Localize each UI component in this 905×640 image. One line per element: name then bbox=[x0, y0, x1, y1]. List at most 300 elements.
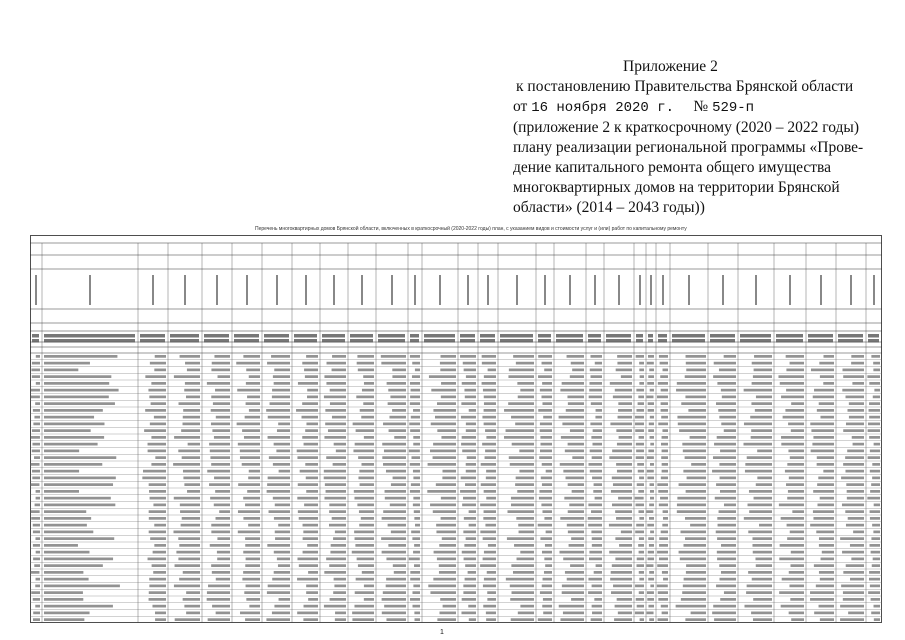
totals-row-glyphs bbox=[648, 339, 653, 343]
cell-glyphs bbox=[544, 571, 552, 574]
cell-glyphs bbox=[568, 483, 584, 486]
cell-glyphs bbox=[272, 389, 290, 392]
cell-glyphs bbox=[384, 450, 406, 453]
cell-glyphs bbox=[44, 504, 115, 507]
cell-glyphs bbox=[465, 396, 476, 399]
cell-glyphs bbox=[846, 524, 864, 527]
cell-glyphs bbox=[465, 483, 476, 486]
cell-glyphs bbox=[788, 450, 804, 453]
cell-glyphs bbox=[592, 456, 602, 459]
cell-glyphs bbox=[217, 537, 230, 540]
totals-row-glyphs bbox=[378, 334, 405, 338]
cell-glyphs bbox=[357, 558, 374, 561]
cell-glyphs bbox=[180, 504, 200, 507]
cell-glyphs bbox=[690, 524, 706, 527]
cell-glyphs bbox=[657, 551, 668, 554]
cell-glyphs bbox=[648, 537, 654, 540]
cell-glyphs bbox=[869, 416, 880, 419]
cell-glyphs bbox=[484, 551, 496, 554]
cell-glyphs bbox=[542, 463, 552, 466]
cell-glyphs bbox=[44, 450, 79, 453]
cell-glyphs bbox=[649, 618, 654, 621]
cell-glyphs bbox=[542, 551, 552, 554]
cell-glyphs bbox=[216, 612, 230, 615]
cell-glyphs bbox=[519, 531, 534, 534]
cell-glyphs bbox=[619, 544, 632, 547]
cell-glyphs bbox=[44, 396, 109, 399]
cell-glyphs bbox=[44, 490, 79, 493]
cell-glyphs bbox=[412, 375, 420, 378]
totals-row-glyphs bbox=[776, 339, 803, 343]
cell-glyphs bbox=[640, 618, 644, 621]
cell-glyphs bbox=[790, 564, 804, 567]
cell-glyphs bbox=[437, 429, 456, 432]
cell-glyphs bbox=[152, 605, 166, 608]
cell-glyphs bbox=[440, 612, 456, 615]
cell-glyphs bbox=[542, 585, 552, 588]
cell-glyphs bbox=[275, 537, 290, 540]
cell-glyphs bbox=[538, 375, 552, 378]
cell-glyphs bbox=[184, 605, 200, 608]
cell-glyphs bbox=[685, 396, 706, 399]
cell-glyphs bbox=[212, 429, 230, 432]
cell-glyphs bbox=[44, 537, 114, 540]
cell-glyphs bbox=[44, 369, 78, 372]
cell-glyphs bbox=[871, 612, 880, 615]
header-label-mark-10 bbox=[391, 275, 393, 305]
cell-glyphs bbox=[305, 463, 318, 466]
cell-glyphs bbox=[188, 443, 200, 446]
cell-glyphs bbox=[596, 409, 602, 412]
cell-glyphs bbox=[439, 564, 456, 567]
cell-glyphs bbox=[33, 598, 40, 601]
cell-glyphs bbox=[148, 558, 166, 561]
cell-glyphs bbox=[684, 578, 706, 581]
cell-glyphs bbox=[410, 382, 420, 385]
cell-glyphs bbox=[559, 416, 584, 419]
cell-glyphs bbox=[211, 531, 230, 534]
cell-glyphs bbox=[388, 544, 406, 547]
cell-glyphs bbox=[683, 450, 706, 453]
cell-glyphs bbox=[410, 396, 420, 399]
cell-glyphs bbox=[245, 544, 260, 547]
cell-glyphs bbox=[210, 450, 230, 453]
cell-glyphs bbox=[173, 531, 200, 534]
header-label-mark-13 bbox=[467, 275, 469, 305]
cell-glyphs bbox=[518, 612, 534, 615]
cell-glyphs bbox=[462, 504, 476, 507]
cell-glyphs bbox=[359, 524, 374, 527]
cell-glyphs bbox=[544, 369, 552, 372]
cell-glyphs bbox=[385, 497, 406, 500]
cell-glyphs bbox=[650, 436, 654, 439]
cell-glyphs bbox=[511, 618, 534, 621]
cell-glyphs bbox=[326, 456, 346, 459]
cell-glyphs bbox=[639, 362, 644, 365]
cell-glyphs bbox=[849, 416, 864, 419]
cell-glyphs bbox=[483, 605, 496, 608]
cell-glyphs bbox=[216, 416, 230, 419]
cell-glyphs bbox=[745, 470, 772, 473]
cell-glyphs bbox=[382, 551, 406, 554]
cell-glyphs bbox=[869, 571, 880, 574]
cell-glyphs bbox=[393, 564, 406, 567]
cell-glyphs bbox=[648, 450, 654, 453]
cell-glyphs bbox=[589, 396, 602, 399]
cell-glyphs bbox=[639, 537, 644, 540]
cell-glyphs bbox=[781, 605, 804, 608]
cell-glyphs bbox=[389, 416, 406, 419]
cell-glyphs bbox=[462, 436, 476, 439]
header-label-mark-12 bbox=[439, 275, 441, 305]
cell-glyphs bbox=[870, 517, 880, 520]
cell-glyphs bbox=[215, 490, 230, 493]
appendix-note-line-1: (приложение 2 к краткосрочному (2020 – 2022 годы) bbox=[513, 119, 860, 136]
cell-glyphs bbox=[516, 362, 534, 365]
cell-glyphs bbox=[753, 375, 772, 378]
cell-glyphs bbox=[392, 375, 406, 378]
cell-glyphs bbox=[297, 578, 318, 581]
cell-glyphs bbox=[567, 396, 584, 399]
decree-reference: к постановлению Правительства Брянской области bbox=[516, 78, 854, 95]
cell-glyphs bbox=[590, 355, 602, 358]
cell-glyphs bbox=[487, 571, 496, 574]
cell-glyphs bbox=[278, 564, 290, 567]
cell-glyphs bbox=[541, 504, 552, 507]
cell-glyphs bbox=[649, 544, 654, 547]
cell-glyphs bbox=[813, 510, 834, 513]
cell-glyphs bbox=[648, 375, 654, 378]
cell-glyphs bbox=[154, 369, 166, 372]
cell-glyphs bbox=[353, 450, 374, 453]
cell-glyphs bbox=[362, 463, 374, 466]
cell-glyphs bbox=[414, 612, 420, 615]
cell-glyphs bbox=[677, 497, 706, 500]
cell-glyphs bbox=[786, 355, 804, 358]
cell-glyphs bbox=[841, 585, 864, 588]
cell-glyphs bbox=[868, 591, 880, 594]
cell-glyphs bbox=[511, 564, 534, 567]
cell-glyphs bbox=[685, 456, 706, 459]
cell-glyphs bbox=[467, 456, 476, 459]
cell-glyphs bbox=[209, 483, 230, 486]
cell-glyphs bbox=[683, 585, 706, 588]
cell-glyphs bbox=[611, 591, 632, 594]
cell-glyphs bbox=[145, 375, 166, 378]
cell-glyphs bbox=[679, 483, 706, 486]
cell-glyphs bbox=[519, 450, 534, 453]
cell-glyphs bbox=[713, 456, 736, 459]
cell-glyphs bbox=[744, 517, 772, 520]
cell-glyphs bbox=[538, 524, 552, 527]
cell-glyphs bbox=[44, 375, 111, 378]
cell-glyphs bbox=[780, 544, 804, 547]
cell-glyphs bbox=[274, 517, 290, 520]
cell-glyphs bbox=[871, 483, 880, 486]
cell-glyphs bbox=[520, 389, 534, 392]
cell-glyphs bbox=[714, 362, 736, 365]
cell-glyphs bbox=[779, 591, 804, 594]
cell-glyphs bbox=[413, 497, 420, 500]
cell-glyphs bbox=[676, 389, 706, 392]
cell-glyphs bbox=[329, 504, 346, 507]
cell-glyphs bbox=[34, 416, 40, 419]
cell-glyphs bbox=[484, 578, 496, 581]
cell-glyphs bbox=[436, 531, 456, 534]
cell-glyphs bbox=[237, 423, 260, 426]
cell-glyphs bbox=[658, 591, 668, 594]
cell-glyphs bbox=[31, 396, 40, 399]
cell-glyphs bbox=[720, 578, 736, 581]
cell-glyphs bbox=[649, 423, 654, 426]
totals-row-glyphs bbox=[204, 334, 229, 338]
cell-glyphs bbox=[461, 443, 476, 446]
cell-glyphs bbox=[410, 463, 420, 466]
totals-row-glyphs bbox=[648, 334, 653, 338]
cell-glyphs bbox=[362, 571, 374, 574]
cell-glyphs bbox=[538, 618, 552, 621]
totals-row-glyphs bbox=[480, 339, 495, 343]
cell-glyphs bbox=[660, 362, 668, 365]
cell-glyphs bbox=[187, 490, 200, 493]
cell-glyphs bbox=[386, 470, 406, 473]
cell-glyphs bbox=[382, 517, 406, 520]
cell-glyphs bbox=[304, 369, 318, 372]
cell-glyphs bbox=[486, 612, 496, 615]
cell-glyphs bbox=[360, 483, 374, 486]
cell-glyphs bbox=[812, 443, 834, 446]
cell-glyphs bbox=[430, 450, 456, 453]
cell-glyphs bbox=[468, 571, 476, 574]
cell-glyphs bbox=[178, 450, 200, 453]
totals-row-glyphs bbox=[170, 334, 199, 338]
table-caption: Перечень многоквартирных домов Брянской области, включенных в краткосрочный (2020-2022 годы) план, с указанием видов и стоимости услуг и (или) работ по капитальному ремонту bbox=[255, 226, 687, 232]
cell-glyphs bbox=[35, 504, 40, 507]
cell-glyphs bbox=[874, 504, 880, 507]
cell-glyphs bbox=[279, 470, 290, 473]
cell-glyphs bbox=[746, 591, 772, 594]
cell-glyphs bbox=[433, 456, 456, 459]
cell-glyphs bbox=[840, 605, 864, 608]
cell-glyphs bbox=[484, 409, 496, 412]
cell-glyphs bbox=[658, 382, 668, 385]
cell-glyphs bbox=[242, 578, 260, 581]
cell-glyphs bbox=[441, 497, 456, 500]
cell-glyphs bbox=[153, 551, 166, 554]
cell-glyphs bbox=[151, 436, 166, 439]
cell-glyphs bbox=[183, 470, 200, 473]
cell-glyphs bbox=[811, 429, 834, 432]
cell-glyphs bbox=[595, 497, 602, 500]
cell-glyphs bbox=[810, 591, 834, 594]
cell-glyphs bbox=[394, 571, 406, 574]
cell-glyphs bbox=[814, 389, 834, 392]
cell-glyphs bbox=[595, 416, 602, 419]
header-label-mark-4 bbox=[216, 275, 218, 305]
cell-glyphs bbox=[542, 510, 552, 513]
cell-glyphs bbox=[663, 510, 668, 513]
cell-glyphs bbox=[845, 470, 864, 473]
cell-glyphs bbox=[840, 537, 864, 540]
cell-glyphs bbox=[211, 396, 230, 399]
cell-glyphs bbox=[518, 524, 534, 527]
cell-glyphs bbox=[590, 450, 602, 453]
cell-glyphs bbox=[850, 544, 864, 547]
cell-glyphs bbox=[714, 443, 736, 446]
totals-row-glyphs bbox=[658, 334, 667, 338]
cell-glyphs bbox=[868, 429, 880, 432]
cell-glyphs bbox=[635, 423, 644, 426]
cell-glyphs bbox=[433, 578, 456, 581]
cell-glyphs bbox=[466, 375, 476, 378]
totals-row-glyphs bbox=[234, 339, 259, 343]
cell-glyphs bbox=[661, 402, 668, 405]
cell-glyphs bbox=[724, 429, 736, 432]
cell-glyphs bbox=[381, 362, 406, 365]
cell-glyphs bbox=[748, 571, 772, 574]
cell-glyphs bbox=[153, 571, 166, 574]
cell-glyphs bbox=[324, 375, 346, 378]
cell-glyphs bbox=[361, 416, 374, 419]
cell-glyphs bbox=[751, 402, 772, 405]
cell-glyphs bbox=[332, 517, 346, 520]
cell-glyphs bbox=[462, 382, 476, 385]
cell-glyphs bbox=[214, 477, 230, 480]
cell-glyphs bbox=[560, 618, 584, 621]
cell-glyphs bbox=[300, 470, 318, 473]
cell-glyphs bbox=[544, 558, 552, 561]
cell-glyphs bbox=[759, 524, 772, 527]
header-label-mark-18 bbox=[594, 275, 596, 305]
cell-glyphs bbox=[613, 585, 632, 588]
header-label-mark-3 bbox=[184, 275, 186, 305]
cell-glyphs bbox=[299, 564, 318, 567]
cell-glyphs bbox=[212, 605, 230, 608]
cell-glyphs bbox=[638, 510, 644, 513]
cell-glyphs bbox=[540, 443, 552, 446]
cell-glyphs bbox=[412, 605, 420, 608]
cell-glyphs bbox=[274, 369, 290, 372]
cell-glyphs bbox=[298, 483, 318, 486]
cell-glyphs bbox=[719, 416, 736, 419]
cell-glyphs bbox=[810, 524, 834, 527]
cell-glyphs bbox=[682, 443, 706, 446]
cell-glyphs bbox=[637, 463, 644, 466]
totals-row-glyphs bbox=[294, 339, 317, 343]
cell-glyphs bbox=[648, 402, 654, 405]
cell-glyphs bbox=[336, 450, 346, 453]
cell-glyphs bbox=[36, 382, 40, 385]
appendix-title: Приложение 2 bbox=[623, 58, 718, 75]
cell-glyphs bbox=[482, 382, 496, 385]
cell-glyphs bbox=[789, 585, 804, 588]
cell-glyphs bbox=[31, 436, 40, 439]
cell-glyphs bbox=[513, 355, 534, 358]
cell-glyphs bbox=[481, 463, 496, 466]
cell-glyphs bbox=[871, 551, 880, 554]
cell-glyphs bbox=[590, 369, 602, 372]
cell-glyphs bbox=[210, 497, 230, 500]
cell-glyphs bbox=[820, 375, 834, 378]
cell-glyphs bbox=[663, 369, 668, 372]
cell-glyphs bbox=[327, 362, 346, 365]
totals-row-glyphs bbox=[170, 339, 199, 343]
cell-glyphs bbox=[413, 551, 420, 554]
cell-glyphs bbox=[783, 416, 804, 419]
cell-glyphs bbox=[635, 585, 644, 588]
cell-glyphs bbox=[681, 402, 706, 405]
totals-row-glyphs bbox=[410, 334, 419, 338]
cell-glyphs bbox=[31, 369, 40, 372]
cell-glyphs bbox=[657, 564, 668, 567]
cell-glyphs bbox=[615, 605, 632, 608]
cell-glyphs bbox=[183, 416, 200, 419]
cell-glyphs bbox=[355, 591, 374, 594]
cell-glyphs bbox=[813, 436, 834, 439]
cell-glyphs bbox=[44, 470, 79, 473]
cell-glyphs bbox=[568, 531, 584, 534]
cell-glyphs bbox=[752, 578, 772, 581]
cell-glyphs bbox=[466, 463, 476, 466]
cell-glyphs bbox=[546, 531, 552, 534]
header-label-mark-7 bbox=[305, 275, 307, 305]
cell-glyphs bbox=[464, 369, 476, 372]
cell-glyphs bbox=[249, 605, 260, 608]
cell-glyphs bbox=[304, 443, 318, 446]
cell-glyphs bbox=[513, 571, 534, 574]
document-header bbox=[513, 57, 873, 218]
cell-glyphs bbox=[745, 463, 772, 466]
cell-glyphs bbox=[469, 618, 476, 621]
cell-glyphs bbox=[752, 537, 772, 540]
cell-glyphs bbox=[569, 504, 584, 507]
cell-glyphs bbox=[511, 504, 534, 507]
cell-glyphs bbox=[589, 382, 602, 385]
cell-glyphs bbox=[686, 571, 706, 574]
totals-row-glyphs bbox=[480, 334, 495, 338]
cell-glyphs bbox=[686, 564, 706, 567]
cell-glyphs bbox=[249, 409, 260, 412]
cell-glyphs bbox=[744, 423, 772, 426]
cell-glyphs bbox=[268, 477, 290, 480]
cell-glyphs bbox=[570, 564, 584, 567]
totals-row-glyphs bbox=[588, 334, 601, 338]
cell-glyphs bbox=[440, 369, 456, 372]
cell-glyphs bbox=[595, 362, 602, 365]
cell-glyphs bbox=[612, 504, 632, 507]
cell-glyphs bbox=[183, 477, 200, 480]
cell-glyphs bbox=[636, 504, 644, 507]
cell-glyphs bbox=[358, 369, 374, 372]
cell-glyphs bbox=[413, 436, 420, 439]
cell-glyphs bbox=[153, 504, 166, 507]
cell-glyphs bbox=[618, 497, 632, 500]
cell-glyphs bbox=[297, 450, 318, 453]
cell-glyphs bbox=[357, 355, 374, 358]
cell-glyphs bbox=[214, 355, 230, 358]
cell-glyphs bbox=[568, 443, 584, 446]
cell-glyphs bbox=[44, 443, 98, 446]
cell-glyphs bbox=[821, 558, 834, 561]
cell-glyphs bbox=[790, 456, 804, 459]
cell-glyphs bbox=[589, 389, 602, 392]
cell-glyphs bbox=[469, 409, 476, 412]
cell-glyphs bbox=[636, 389, 644, 392]
cell-glyphs bbox=[324, 436, 346, 439]
cell-glyphs bbox=[329, 510, 346, 513]
cell-glyphs bbox=[517, 490, 534, 493]
cell-glyphs bbox=[870, 510, 880, 513]
